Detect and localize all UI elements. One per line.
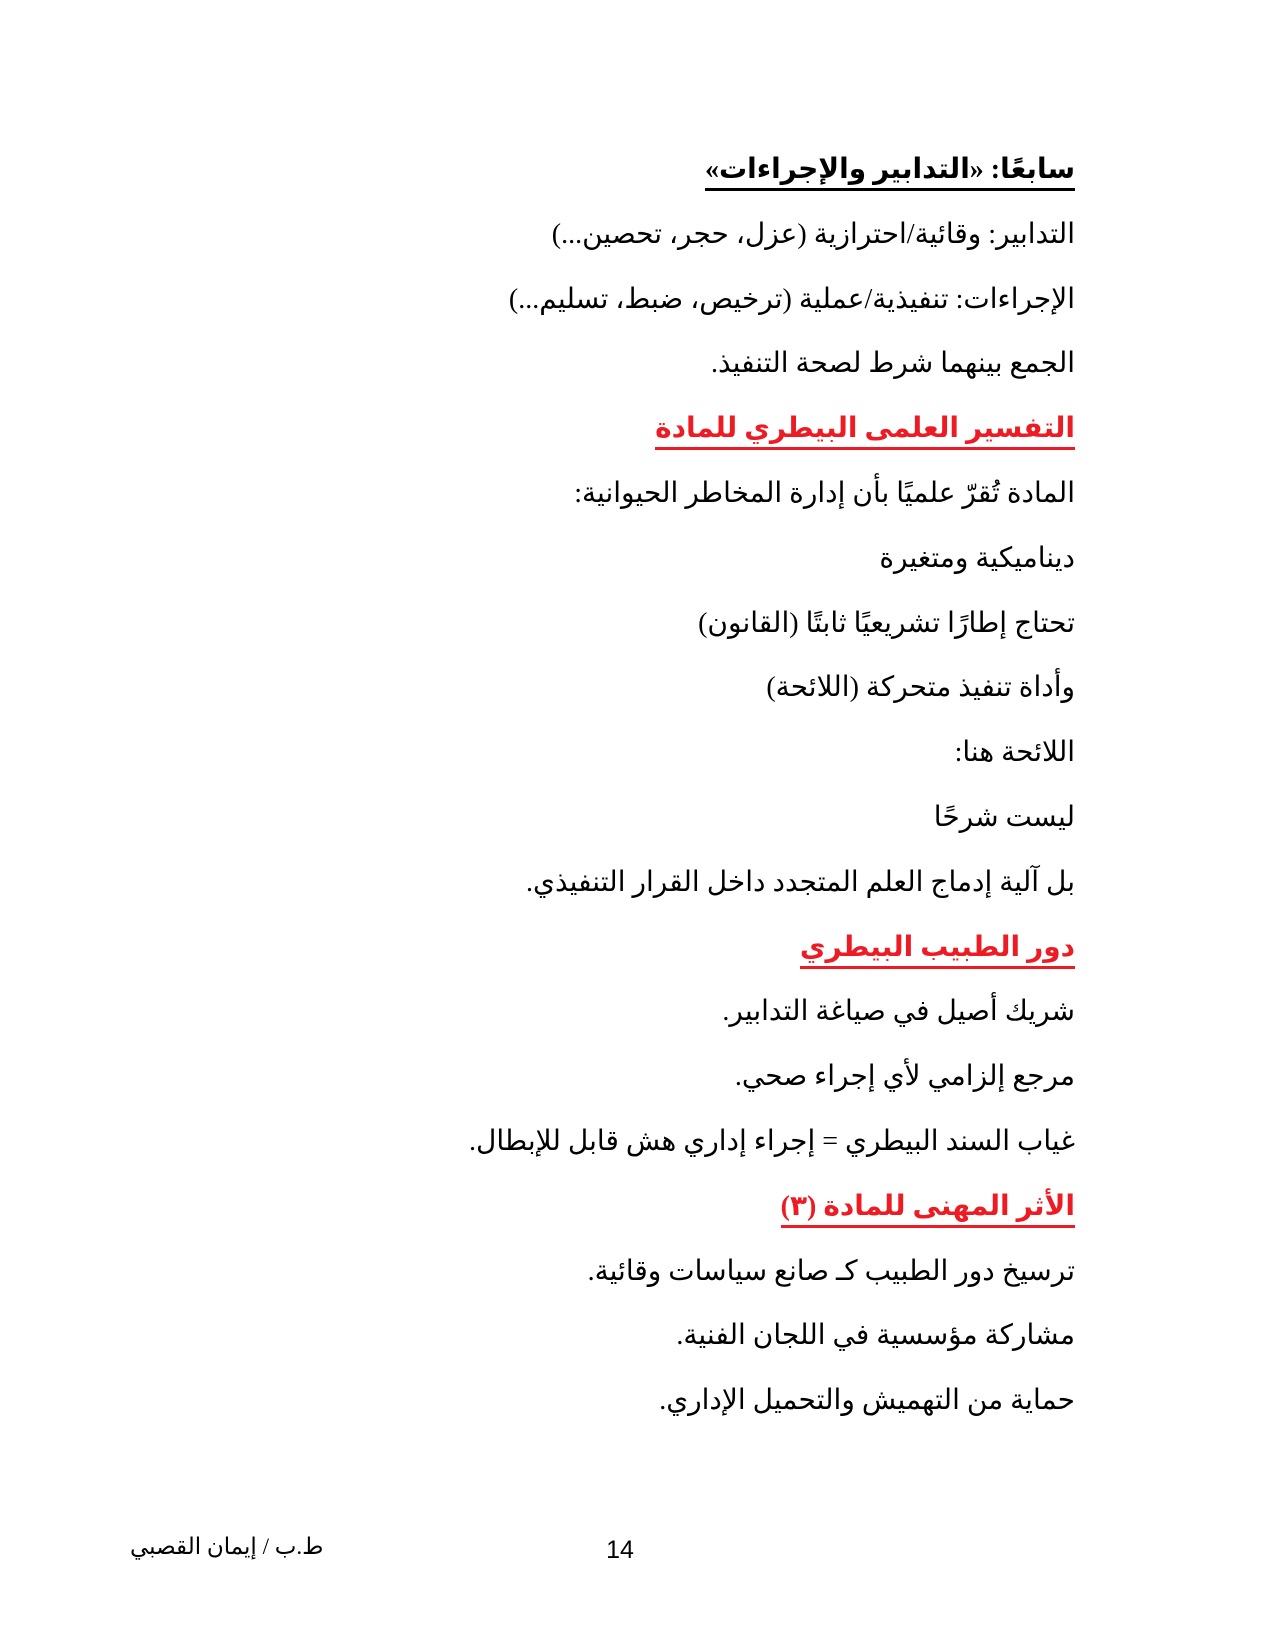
text-line: المادة تُقرّ علميًا بأن إدارة المخاطر الحيوانية: bbox=[574, 477, 1075, 509]
text-line: التدابير: وقائية/احترازية (عزل، حجر، تحصين...) bbox=[551, 218, 1075, 250]
text-line: ليست شرحًا bbox=[933, 801, 1075, 833]
page-footer bbox=[0, 1534, 1275, 1578]
text-line: ديناميكية ومتغيرة bbox=[879, 542, 1075, 574]
text-line: مشاركة مؤسسية في اللجان الفنية. bbox=[676, 1320, 1075, 1352]
text-line: حماية من التهميش والتحميل الإداري. bbox=[659, 1385, 1075, 1417]
footer-author: ط.ب / إيمان القصبي bbox=[130, 1534, 324, 1559]
text-line: اللائحة هنا: bbox=[954, 737, 1075, 769]
heading-underlined-text: الأثر المهنى للمادة (٣) bbox=[781, 1191, 1075, 1228]
text-line: مرجع إلزامي لأي إجراء صحي. bbox=[734, 1061, 1075, 1093]
text-line: غياب السند البيطري = إجراء إداري هش قابل للإبطال. bbox=[469, 1125, 1075, 1157]
section-heading bbox=[40, 397, 1075, 462]
section-heading bbox=[40, 138, 1075, 203]
text-line: شريك أصيل في صياغة التدابير. bbox=[722, 996, 1075, 1028]
section-heading bbox=[40, 1175, 1075, 1240]
text-line: تحتاج إطارًا تشريعيًا ثابتًا (القانون) bbox=[698, 607, 1075, 639]
text-line: الجمع بينهما شرط لصحة التنفيذ. bbox=[710, 348, 1075, 380]
text-line: بل آلية إدماج العلم المتجدد داخل القرار التنفيذي. bbox=[526, 866, 1075, 898]
page-number: 14 bbox=[606, 1536, 634, 1564]
document-body bbox=[40, 138, 1075, 1434]
text-line: ترسيخ دور الطبيب كـ صانع سياسات وقائية. bbox=[587, 1255, 1075, 1287]
text-line: وأداة تنفيذ متحركة (اللائحة) bbox=[766, 672, 1075, 704]
section-heading bbox=[40, 916, 1075, 981]
heading-underlined-text: سابعًا: «التدابير والإجراءات» bbox=[705, 154, 1075, 191]
text-line: الإجراءات: تنفيذية/عملية (ترخيص، ضبط، تسليم...) bbox=[508, 283, 1075, 315]
heading-underlined-text: التفسير العلمى البيطري للمادة bbox=[655, 413, 1075, 450]
heading-underlined-text: دور الطبيب البيطري bbox=[800, 932, 1075, 969]
